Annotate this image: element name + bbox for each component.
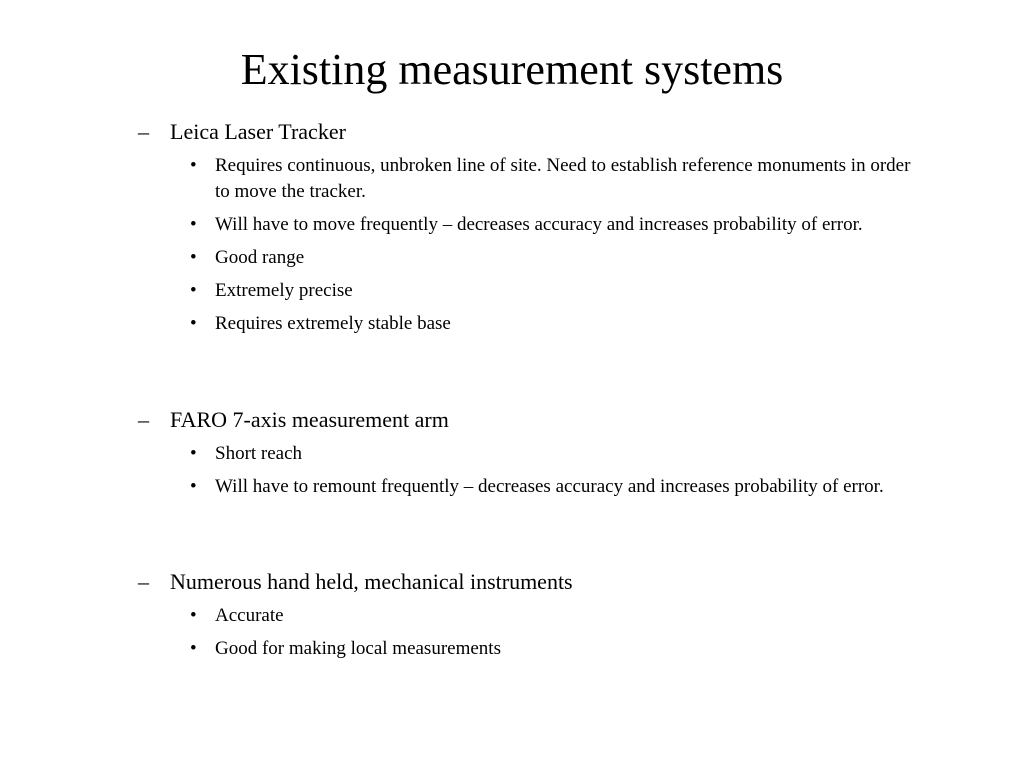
section-heading bbox=[138, 118, 938, 146]
bullet-marker: • bbox=[190, 155, 197, 176]
list-item-text: Accurate bbox=[215, 605, 284, 626]
bullet-marker: • bbox=[190, 214, 197, 235]
list-item bbox=[138, 311, 927, 337]
section-heading-text: Leica Laser Tracker bbox=[170, 119, 346, 144]
section-faro-arm bbox=[138, 406, 938, 500]
list-item bbox=[138, 278, 927, 304]
section-leica-laser-tracker bbox=[138, 118, 938, 337]
bullet-marker: • bbox=[190, 443, 197, 464]
list-item-text: Short reach bbox=[215, 443, 303, 464]
dash-marker: – bbox=[138, 119, 149, 144]
list-item-text: Good range bbox=[215, 247, 305, 268]
list-item-text: Requires continuous, unbroken line of site. Need to establish reference monuments in order to move the tracker. bbox=[215, 155, 911, 202]
list-item-text: Extremely precise bbox=[215, 280, 353, 301]
list-item bbox=[138, 245, 927, 271]
section-heading bbox=[138, 406, 938, 434]
bullet-marker: • bbox=[190, 605, 197, 626]
list-item bbox=[138, 636, 927, 662]
list-item-text: Will have to remount frequently – decreases accuracy and increases probability of error. bbox=[215, 476, 884, 497]
bullet-marker: • bbox=[190, 638, 197, 659]
list-item-text: Requires extremely stable base bbox=[215, 313, 451, 334]
list-item bbox=[138, 603, 927, 629]
slide-title: Existing measurement systems bbox=[240, 45, 784, 94]
list-item bbox=[138, 153, 927, 205]
section-heading bbox=[138, 568, 938, 596]
bullet-list bbox=[138, 441, 938, 500]
section-hand-held-instruments bbox=[138, 568, 938, 662]
dash-marker: – bbox=[138, 569, 149, 594]
bullet-list bbox=[138, 603, 938, 662]
section-heading-text: FARO 7-axis measurement arm bbox=[170, 407, 449, 432]
list-item-text: Good for making local measurements bbox=[215, 638, 501, 659]
bullet-marker: • bbox=[190, 313, 197, 334]
bullet-marker: • bbox=[190, 476, 197, 497]
bullet-marker: • bbox=[190, 247, 197, 268]
list-item bbox=[138, 474, 927, 500]
list-item bbox=[138, 212, 927, 238]
bullet-marker: • bbox=[190, 280, 197, 301]
dash-marker: – bbox=[138, 407, 149, 432]
list-item bbox=[138, 441, 927, 467]
list-item-text: Will have to move frequently – decreases accuracy and increases probability of error. bbox=[215, 214, 863, 235]
bullet-list bbox=[138, 153, 938, 337]
section-heading-text: Numerous hand held, mechanical instruments bbox=[170, 569, 573, 594]
